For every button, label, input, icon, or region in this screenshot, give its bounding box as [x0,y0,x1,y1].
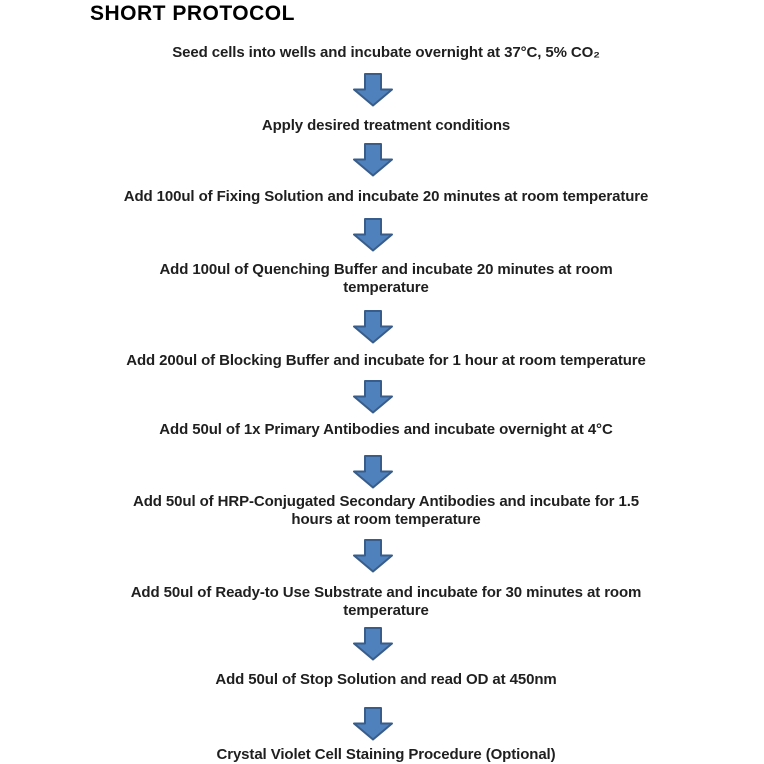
page-title: SHORT PROTOCOL [90,2,295,25]
down-arrow-icon [352,218,394,252]
down-arrow-icon [352,73,394,107]
protocol-step-2: Apply desired treatment conditions [261,117,511,134]
protocol-step-4: Add 100ul of Quenching Buffer and incubate 20 minutes at room temperature [159,261,613,296]
arrow-shape [354,628,392,660]
arrow-shape [354,74,392,106]
protocol-step-3: Add 100ul of Fixing Solution and incubate 20 minutes at room temperature [123,188,649,205]
protocol-step-8: Add 50ul of Ready-to Use Substrate and incubate for 30 minutes at room temperature [130,584,642,619]
protocol-step-1: Seed cells into wells and incubate overnight at 37°C, 5% CO₂ [172,44,600,61]
down-arrow-icon [352,380,394,414]
down-arrow-icon [352,539,394,573]
protocol-step-6: Add 50ul of 1x Primary Antibodies and incubate overnight at 4°C [159,421,613,438]
protocol-step-10: Crystal Violet Cell Staining Procedure (Optional) [216,746,556,763]
arrow-shape [354,540,392,572]
down-arrow-icon [352,143,394,177]
down-arrow-icon [352,707,394,741]
arrow-shape [354,219,392,251]
arrow-shape [354,708,392,740]
arrow-shape [354,381,392,413]
arrow-shape [354,311,392,343]
protocol-step-7: Add 50ul of HRP-Conjugated Secondary Antibodies and incubate for 1.5 hours at room temperature [132,493,640,528]
arrow-shape [354,456,392,488]
arrow-shape [354,144,392,176]
protocol-step-5: Add 200ul of Blocking Buffer and incubate for 1 hour at room temperature [126,352,646,369]
protocol-step-9: Add 50ul of Stop Solution and read OD at 450nm [215,671,557,688]
down-arrow-icon [352,455,394,489]
down-arrow-icon [352,627,394,661]
down-arrow-icon [352,310,394,344]
